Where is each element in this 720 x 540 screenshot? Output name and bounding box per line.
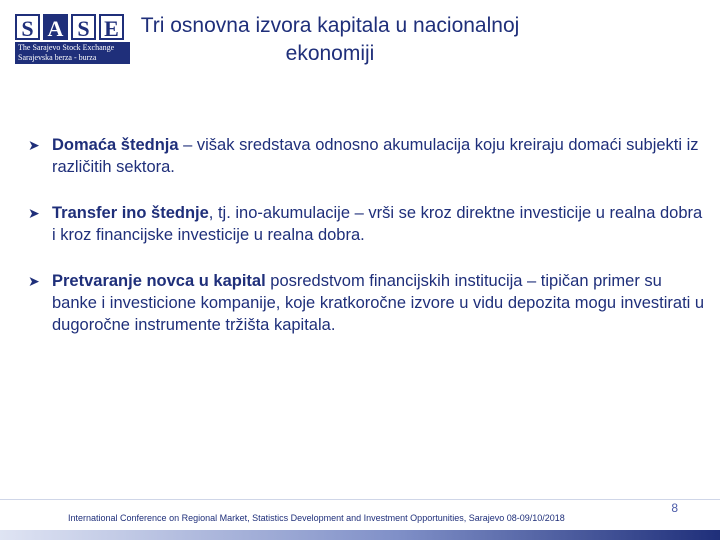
bullet-term: Pretvaranje novca u kapital (52, 272, 266, 290)
logo-letter: A (43, 14, 68, 40)
bullet-item (28, 270, 708, 336)
bullet-term: Domaća štednja (52, 136, 179, 154)
logo-letter: S (15, 14, 40, 40)
slide-title-line2: ekonomiji (285, 42, 375, 65)
slide-title (140, 12, 520, 68)
logo-letters (15, 14, 124, 40)
bullet-item (28, 134, 708, 178)
footer (0, 499, 720, 540)
logo-tagline (15, 42, 130, 64)
bullet-text: , tj. ino-akumulacije – vrši se kroz direktne investicije u realna dobra i kroz financijske investicije u realna dobra. (52, 204, 703, 244)
logo-tagline-line2: Sarajevska berza - burza (18, 53, 97, 62)
bullet-list (28, 134, 708, 336)
bullet-text: – višak sredstava odnosno akumulacija koju kreiraju domaći subjekti iz različitih sektora. (52, 136, 699, 176)
logo-tagline-line1: The Sarajevo Stock Exchange (18, 43, 115, 52)
arrow-bullet-icon: ➤ (28, 205, 40, 221)
bullet-term: Transfer ino štednje (52, 204, 209, 222)
logo-letter: E (99, 14, 124, 40)
footer-gradient-bar (0, 530, 720, 540)
arrow-bullet-icon: ➤ (28, 273, 40, 289)
page-number: 8 (671, 501, 678, 515)
slide-title-line1: Tri osnovna izvora kapitala u nacionalnoj (140, 14, 520, 37)
sase-logo (15, 14, 130, 64)
logo-letter: S (71, 14, 96, 40)
bullet-item (28, 202, 708, 246)
bullet-text: posredstvom financijskih institucija – tipičan primer su banke i investicione kompanije, koje kratkoročne izvore u vidu depozita mogu investirati u dugoročne instrumente tržišta kapitala. (52, 272, 705, 334)
arrow-bullet-icon: ➤ (28, 137, 40, 153)
footer-text: International Conference on Regional Market, Statistics Development and Investment Opportunities, Sarajevo 08-09/10/2018 (68, 513, 565, 523)
